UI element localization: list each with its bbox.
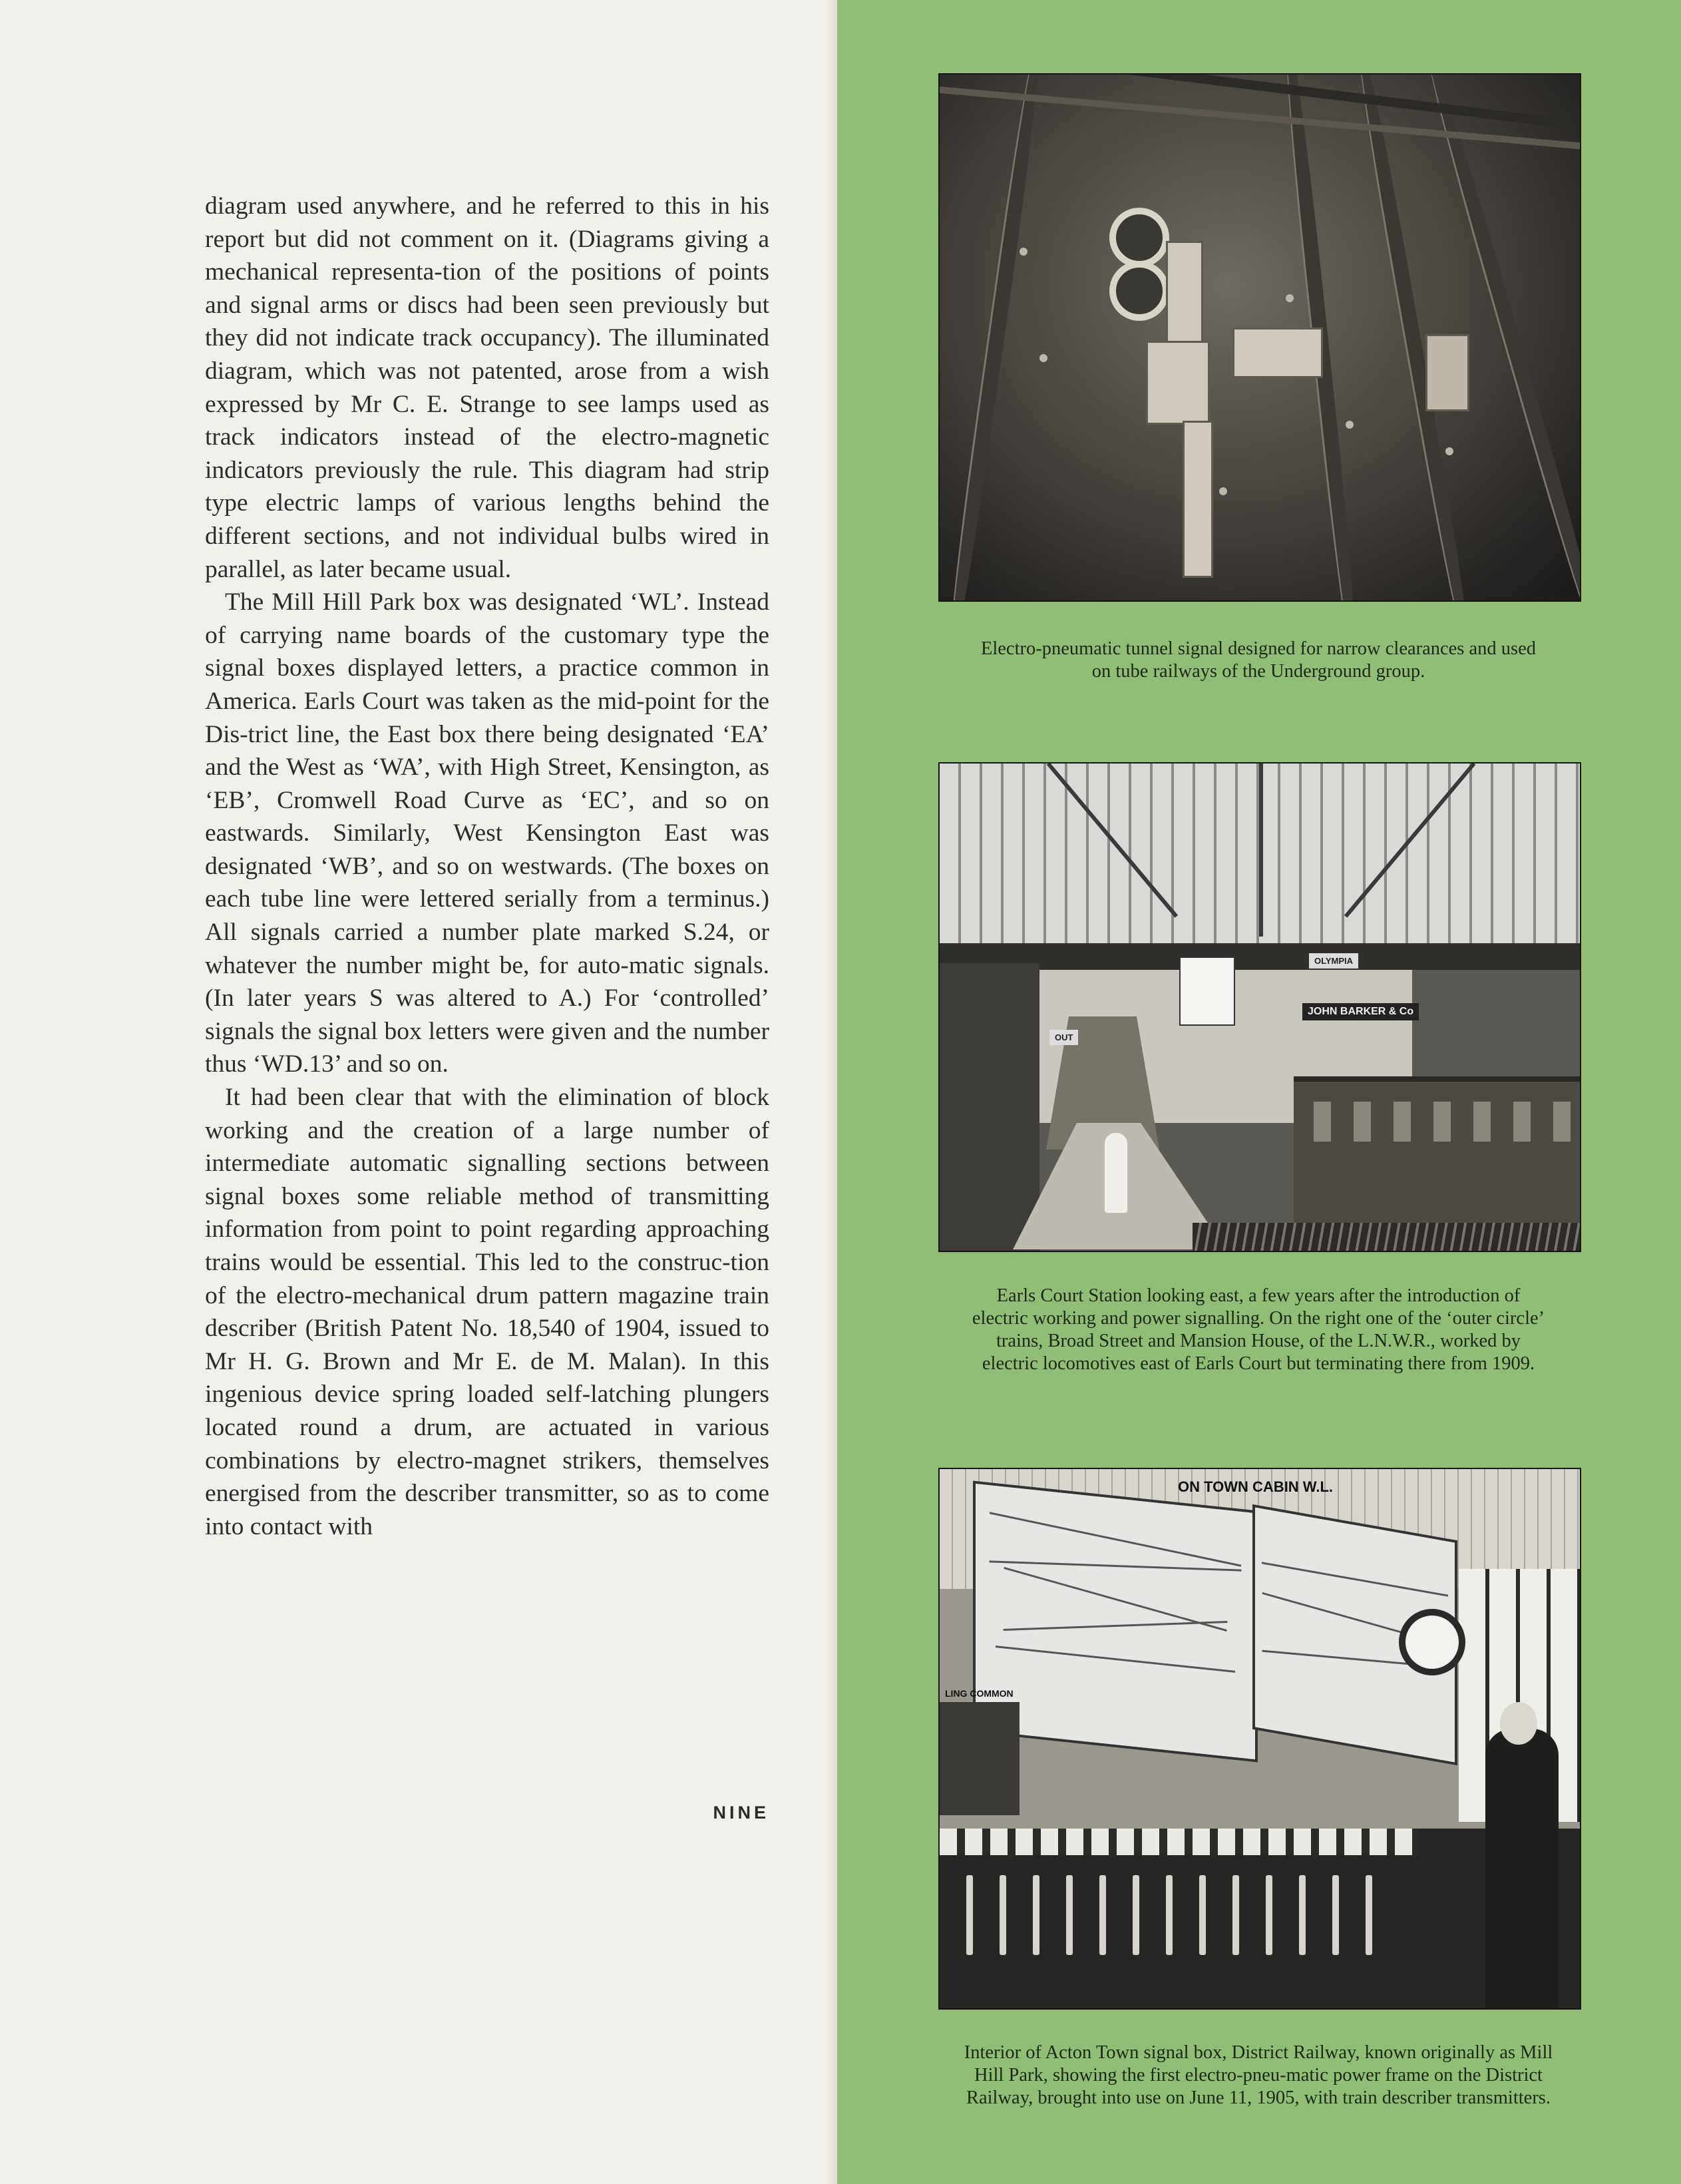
paragraph-1: diagram used anywhere, and he referred to this in his report but did not comment on it. (Diagrams giving a mechanical representa-tion of the positions of points and signal arms or discs had been seen previously but they did not indicate track occupancy). The illuminated diagram, which was not patented, arose from a wish expressed by Mr C. E. Strange to see lamps used as track indicators instead of the electro-magnetic indicators previously the rule. This diagram had strip type electric lamps of various lengths behind the different sections, and not individual bulbs wired in parallel, as later became usual. — [205, 192, 769, 583]
clock-icon — [1399, 1609, 1465, 1675]
cabin-sign: ON TOWN CABIN W.L. — [1178, 1478, 1334, 1495]
signalman — [1485, 1729, 1559, 2008]
tunnel-signal-photo — [938, 73, 1581, 602]
tunnel-signal-caption: Electro-pneumatic tunnel signal designed for narrow clearances and used on tube railways of the Underground group. — [980, 638, 1537, 682]
earls-court-station-photo — [938, 762, 1581, 1252]
page-gutter — [825, 0, 837, 2184]
out-sign: OUT — [1049, 1030, 1078, 1045]
left-page — [0, 0, 837, 2184]
paragraph-3: It had been clear that with the elimination of block working and the creation of a large number of intermediate automatic signalling sections between signal boxes some reliable method of transmitting information from point to point regarding approaching trains would be essential. This led to the construc-tion of the electro-mechanical drum pattern magazine train describer (British Patent No. 18,540 of 1904, issued to Mr H. G. Brown and Mr E. de M. Malan). In this ingenious device spring loaded self-latching plungers located round a drum, are actuated in various combinations by electro-magnet strikers, themselves energised from the describer transmitter, so as to come into contact with — [205, 1084, 769, 1540]
paragraph-2: The Mill Hill Park box was designated ‘WL’. Instead of carrying name boards of the customary type the signal boxes displayed letters, a practice common in America. Earls Court was taken as the mid-point for the Dis-trict line, the East box there being designated ‘EA’ and the West as ‘WA’, with High Street, Kensington, as ‘EB’, Cromwell Road Curve as ‘EC’, and so on eastwards. Similarly, West Kensington East was designated ‘WB’, and so on westwards. (The boxes on each tube line were lettered serially from a terminus.) All signals carried a number plate marked S.24, or whatever the number might be, for auto-matic signals. (In later years S was altered to A.) For ‘controlled’ signals the signal box letters were given and the number thus ‘WD.13’ and so on. — [205, 588, 769, 1078]
john-barker-advert-sign: JOHN BARKER & Co — [1302, 1003, 1419, 1020]
photo-panel — [837, 0, 1681, 2184]
common-sign: LING COMMON — [945, 1688, 1014, 1699]
olympia-sign: OLYMPIA — [1309, 953, 1358, 969]
signal-box-interior-caption: Interior of Acton Town signal box, District Railway, known originally as Mill Hill Park, showing the first electro-pneu-matic power frame on the District Railway, brought into use on June 11, 1905, with train describer transmitters. — [964, 2042, 1553, 2108]
body-text — [205, 190, 769, 1543]
page-number: NINE — [713, 1803, 769, 1823]
earls-court-station-caption: Earls Court Station looking east, a few years after the introduction of electric working and power signalling. On the right one of the ‘outer circle’ trains, Broad Street and Mansion House, of the L.N.W.R., worked by electric locomotives east of Earls Court but terminating there from 1909. — [972, 1285, 1545, 1374]
lever-frame — [940, 1829, 1580, 2008]
signal-box-interior-photo — [938, 1468, 1581, 2010]
